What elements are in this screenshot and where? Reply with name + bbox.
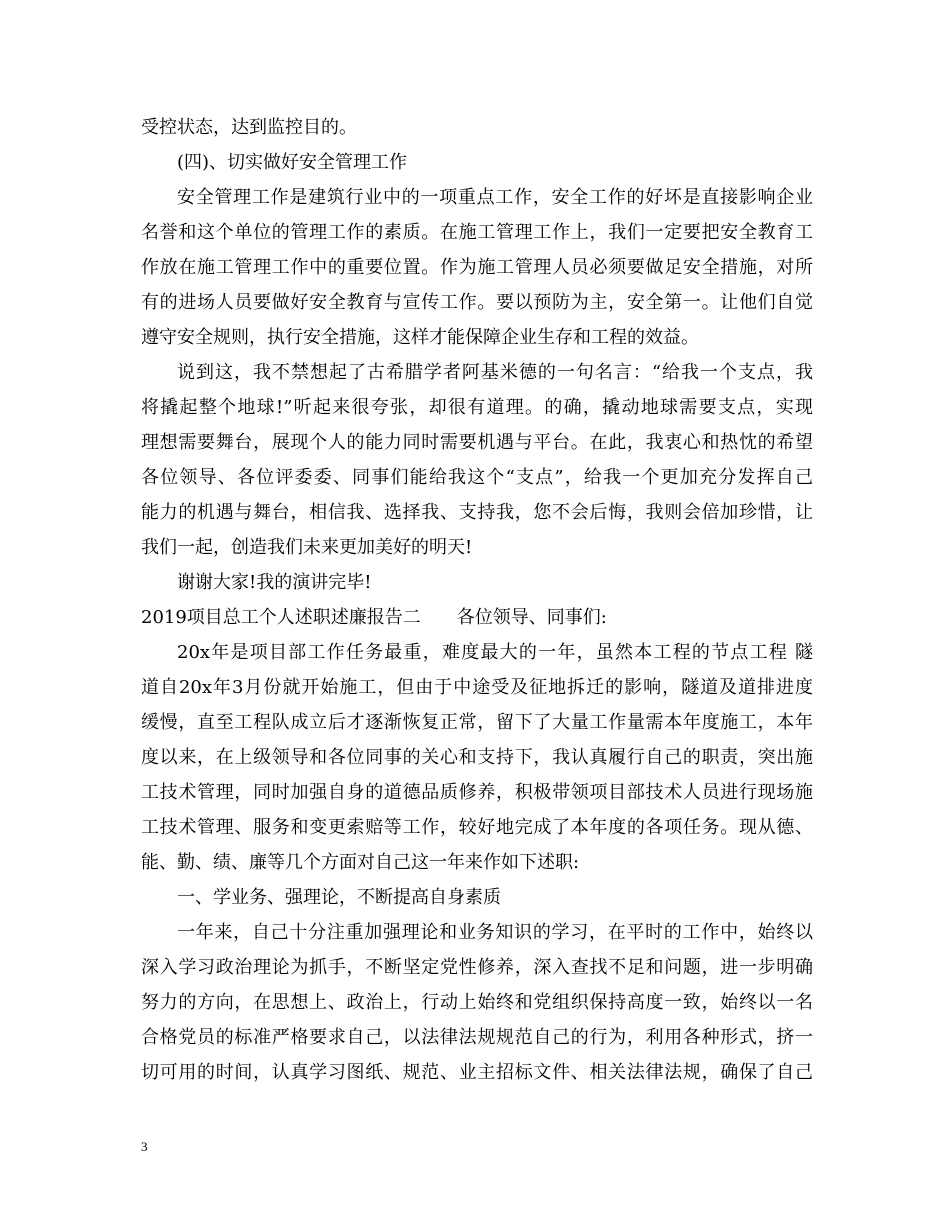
text-line: 有的进场人员要做好安全教育与宣传工作。要以预防为主，安全第一。让他们自觉 [141, 292, 813, 313]
text-line: 能力的机遇与舞台，相信我、选择我、支持我，您不会后悔，我则会倍加珍惜，让 [141, 502, 813, 523]
text-line: 安全管理工作是建筑行业中的一项重点工作，安全工作的好坏是直接影响企业 [177, 187, 813, 208]
section-heading: (四)、切实做好安全管理工作 [177, 152, 408, 173]
text-line: 名誉和这个单位的管理工作的素质。在施工管理工作上，我们一定要把安全教育工 [141, 222, 813, 243]
text-line: 各位领导、各位评委委、同事们能给我这个“支点”，给我一个更加充分发挥自己 [141, 467, 813, 488]
text-line: 一年来，自己十分注重加强理论和业务知识的学习，在平时的工作中，始终以 [177, 922, 813, 943]
text-line: 合格党员的标准严格要求自己，以法律法规规范自己的行为，利用各种形式，挤一 [141, 1027, 813, 1048]
text-line: 作放在施工管理工作中的重要位置。作为施工管理人员必须要做足安全措施，对所 [141, 257, 813, 278]
text-line: 能、勤、绩、廉等几个方面对自己这一年来作如下述职: [141, 852, 580, 873]
text-line: 将撬起整个地球!”听起来很夸张，却很有道理。的确，撬动地球需要支点，实现 [141, 397, 813, 418]
text-line: 深入学习政治理论为抓手，不断坚定党性修养，深入查找不足和问题，进一步明确 [141, 957, 813, 978]
text-line: 遵守安全规则，执行安全措施，这样才能保障企业生存和工程的效益。 [141, 327, 699, 348]
text-line: 受控状态，达到监控目的。 [141, 117, 357, 138]
text-line: 说到这，我不禁想起了古希腊学者阿基米德的一句名言：“给我一个支点，我 [177, 362, 813, 383]
text-line: 理想需要舞台，展现个人的能力同时需要机遇与平台。在此，我衷心和热忱的希望 [141, 432, 813, 453]
text-line: 缓慢，直至工程队成立后才逐渐恢复正常，留下了大量工作量需本年度施工，本年 [141, 712, 813, 733]
section-heading: 一、学业务、强理论，不断提高自身素质 [177, 887, 501, 908]
text-line: 道自20x年3月份就开始施工，但由于中途受及征地拆迁的影响，隧道及道排进度 [141, 677, 813, 698]
text-line: 我们一起，创造我们未来更加美好的明天! [141, 537, 473, 558]
text-line: 度以来，在上级领导和各位同事的关心和支持下，我认真履行自己的职责，突出施 [141, 747, 813, 768]
text-line: 努力的方向，在思想上、政治上，行动上始终和党组织保持高度一致，始终以一名 [141, 992, 813, 1013]
text-line: 工技术管理、服务和变更索赔等工作，较好地完成了本年度的各项任务。现从德、 [141, 817, 813, 838]
text-line: 切可用的时间，认真学习图纸、规范、业主招标文件、相关法律法规，确保了自己 [141, 1062, 813, 1083]
page-number: 3 [141, 1139, 148, 1154]
text-line: 工技术管理，同时加强自身的道德品质修养，积极带领项目部技术人员进行现场施 [141, 782, 813, 803]
text-line: 20x年是项目部工作任务最重，难度最大的一年，虽然本工程的节点工程 隧 [177, 642, 813, 663]
text-line: 谢谢大家!我的演讲完毕! [177, 572, 372, 593]
report-title: 2019项目总工个人述职述廉报告二 各位领导、同事们: [141, 607, 607, 628]
